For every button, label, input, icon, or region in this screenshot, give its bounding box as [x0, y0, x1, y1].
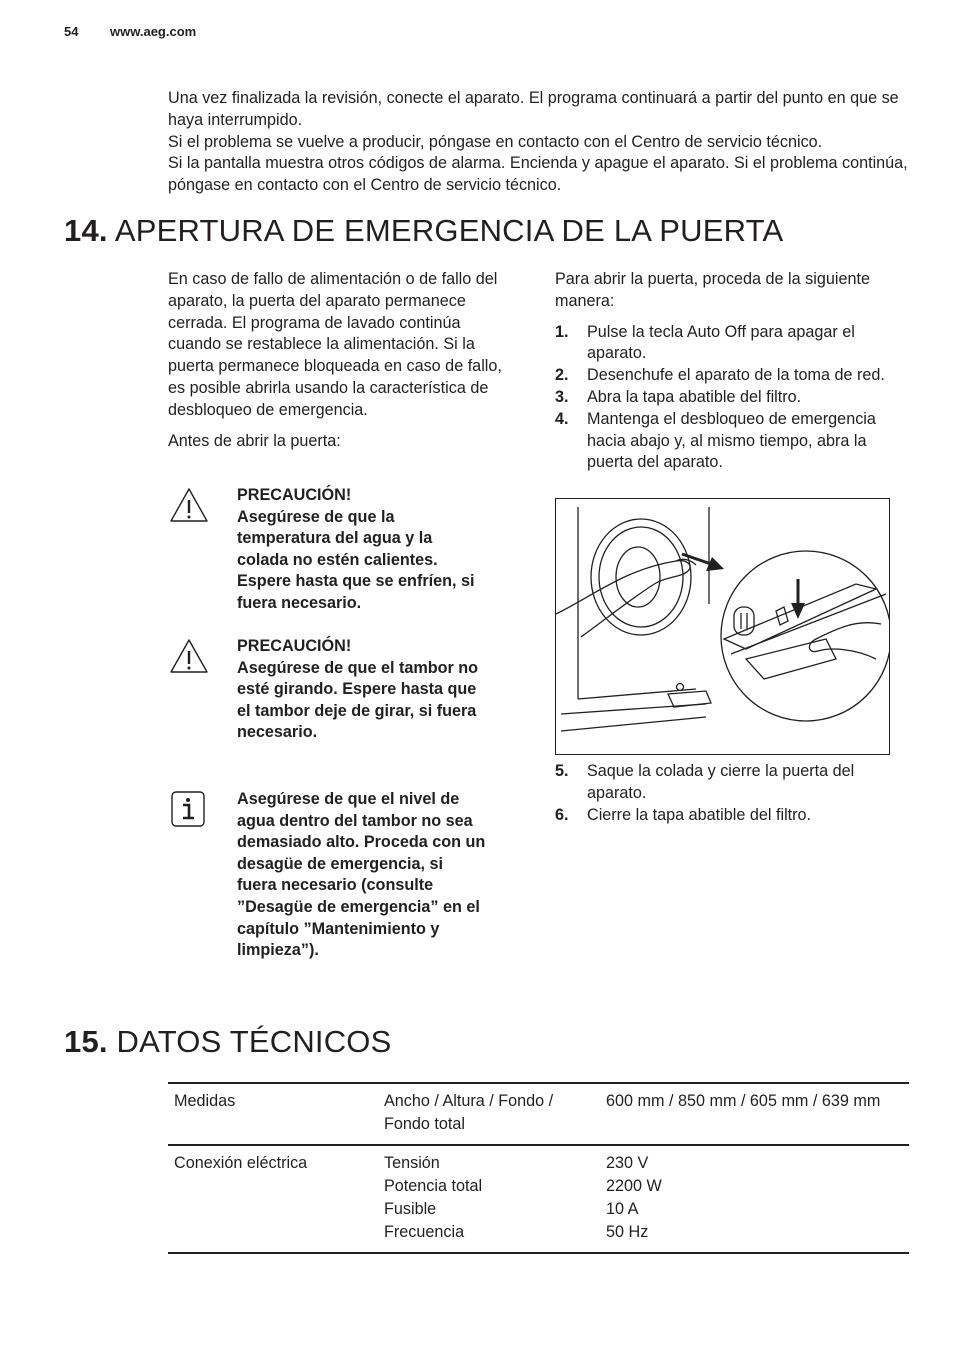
- warning-triangle-icon: [168, 485, 210, 527]
- list-item: [555, 322, 915, 366]
- table-row: [168, 1145, 909, 1253]
- param: Tensión: [384, 1154, 440, 1172]
- value: 10 A: [606, 1200, 639, 1218]
- table-cell-label: Conexión eléctrica: [174, 1154, 308, 1172]
- page-header: [64, 24, 196, 39]
- list-item: [555, 409, 915, 474]
- steps-list: [555, 761, 915, 826]
- list-item: [555, 761, 915, 805]
- steps-intro: Para abrir la puerta, proceda de la siguiente manera:: [555, 270, 870, 310]
- step-number: 5.: [555, 762, 569, 780]
- section-number: 15.: [64, 1024, 108, 1059]
- page-number: 54: [64, 24, 79, 39]
- warning-triangle-icon: [168, 636, 210, 678]
- section-title: DATOS TÉCNICOS: [116, 1024, 392, 1059]
- section-14-heading: [64, 213, 783, 249]
- table-row: [168, 1083, 909, 1145]
- section-14-steps-continued: [555, 761, 915, 826]
- info-icon: [168, 789, 210, 831]
- list-item: [555, 387, 915, 409]
- param: Fusible: [384, 1200, 437, 1218]
- technical-data-table: [168, 1082, 909, 1254]
- caution-text: Asegúrese de que el tambor no esté girando. Espere hasta que el tambor deje de girar, si fuera necesario.: [237, 658, 479, 742]
- washing-machine-diagram: [556, 499, 889, 754]
- list-item: [555, 805, 915, 827]
- step-number: 6.: [555, 805, 569, 824]
- step-text: Abra la tapa abatible del filtro.: [587, 387, 802, 406]
- step-text: Cierre la tapa abatible del filtro.: [587, 805, 812, 824]
- step-number: 1.: [555, 322, 569, 341]
- value: 2200 W: [606, 1177, 662, 1195]
- step-text: Desenchufe el aparato de la toma de red.: [587, 366, 885, 385]
- section-14-right-column: [555, 269, 915, 474]
- section-14-left-column: [168, 269, 513, 461]
- intro-paragraph: Si la pantalla muestra otros códigos de alarma. Encienda y apague el aparato. Si el problema continúa, póngase en contacto con el Centro de servicio técnico.: [168, 154, 908, 195]
- value: 600 mm / 850 mm / 605 mm / 639 mm: [606, 1092, 881, 1110]
- value: 50 Hz: [606, 1223, 649, 1241]
- steps-list: [555, 322, 915, 475]
- door-release-illustration: [555, 498, 890, 755]
- step-text: Saque la colada y cierre la puerta del aparato.: [587, 762, 855, 802]
- table-cell-values: [600, 1083, 909, 1145]
- info-text: Asegúrese de que el nivel de agua dentro del tambor no sea demasiado alto. Proceda con un desagüe de emergencia, si fuera necesario (consulte ”Desagüe de emergencia” en el capítulo ”Mantenimiento y limpieza”).: [237, 790, 486, 960]
- website-link[interactable]: www.aeg.com: [110, 24, 197, 39]
- step-text: Pulse la tecla Auto Off para apagar el aparato.: [587, 322, 855, 363]
- body-paragraph: Antes de abrir la puerta:: [168, 431, 341, 450]
- intro-text: [168, 88, 913, 197]
- intro-paragraph: Si el problema se vuelve a producir, póngase en contacto con el Centro de servicio técnico.: [168, 132, 823, 151]
- step-number: 4.: [555, 409, 569, 428]
- caution-heading: PRECAUCIÓN!: [237, 637, 352, 655]
- caution-text: Asegúrese de que la temperatura del agua y la colada no estén calientes. Espere hasta que se enfríen, si fuera necesario.: [237, 507, 475, 612]
- param: Potencia total: [384, 1177, 483, 1195]
- body-paragraph: En caso de fallo de alimentación o de fallo del aparato, la puerta del aparato permanece cerrada. El programa de lavado continúa cuando se restablece la alimentación. Si la puerta permanece bloqueada en caso de fallo, es posible abrirla usando la característica de desbloqueo de emergencia.: [168, 270, 502, 419]
- step-number: 2.: [555, 366, 569, 385]
- table-cell-label: Medidas: [174, 1092, 236, 1110]
- step-text: Mantenga el desbloqueo de emergencia hacia abajo y, al mismo tiempo, abra la puerta del aparato.: [587, 409, 876, 472]
- param: Frecuencia: [384, 1223, 465, 1241]
- table-cell-params: [378, 1145, 600, 1253]
- param: Ancho / Altura / Fondo / Fondo total: [384, 1092, 554, 1133]
- intro-paragraph: Una vez finalizada la revisión, conecte el aparato. El programa continuará a partir del punto en que se haya interrumpido.: [168, 89, 899, 129]
- step-number: 3.: [555, 387, 569, 406]
- caution-heading: PRECAUCIÓN!: [237, 486, 352, 504]
- table-cell-values: [600, 1145, 909, 1253]
- section-title: APERTURA DE EMERGENCIA DE LA PUERTA: [114, 213, 784, 248]
- value: 230 V: [606, 1154, 649, 1172]
- section-15-heading: [64, 1024, 392, 1060]
- section-number: 14.: [64, 213, 108, 248]
- table-cell-params: [378, 1083, 600, 1145]
- list-item: [555, 365, 915, 387]
